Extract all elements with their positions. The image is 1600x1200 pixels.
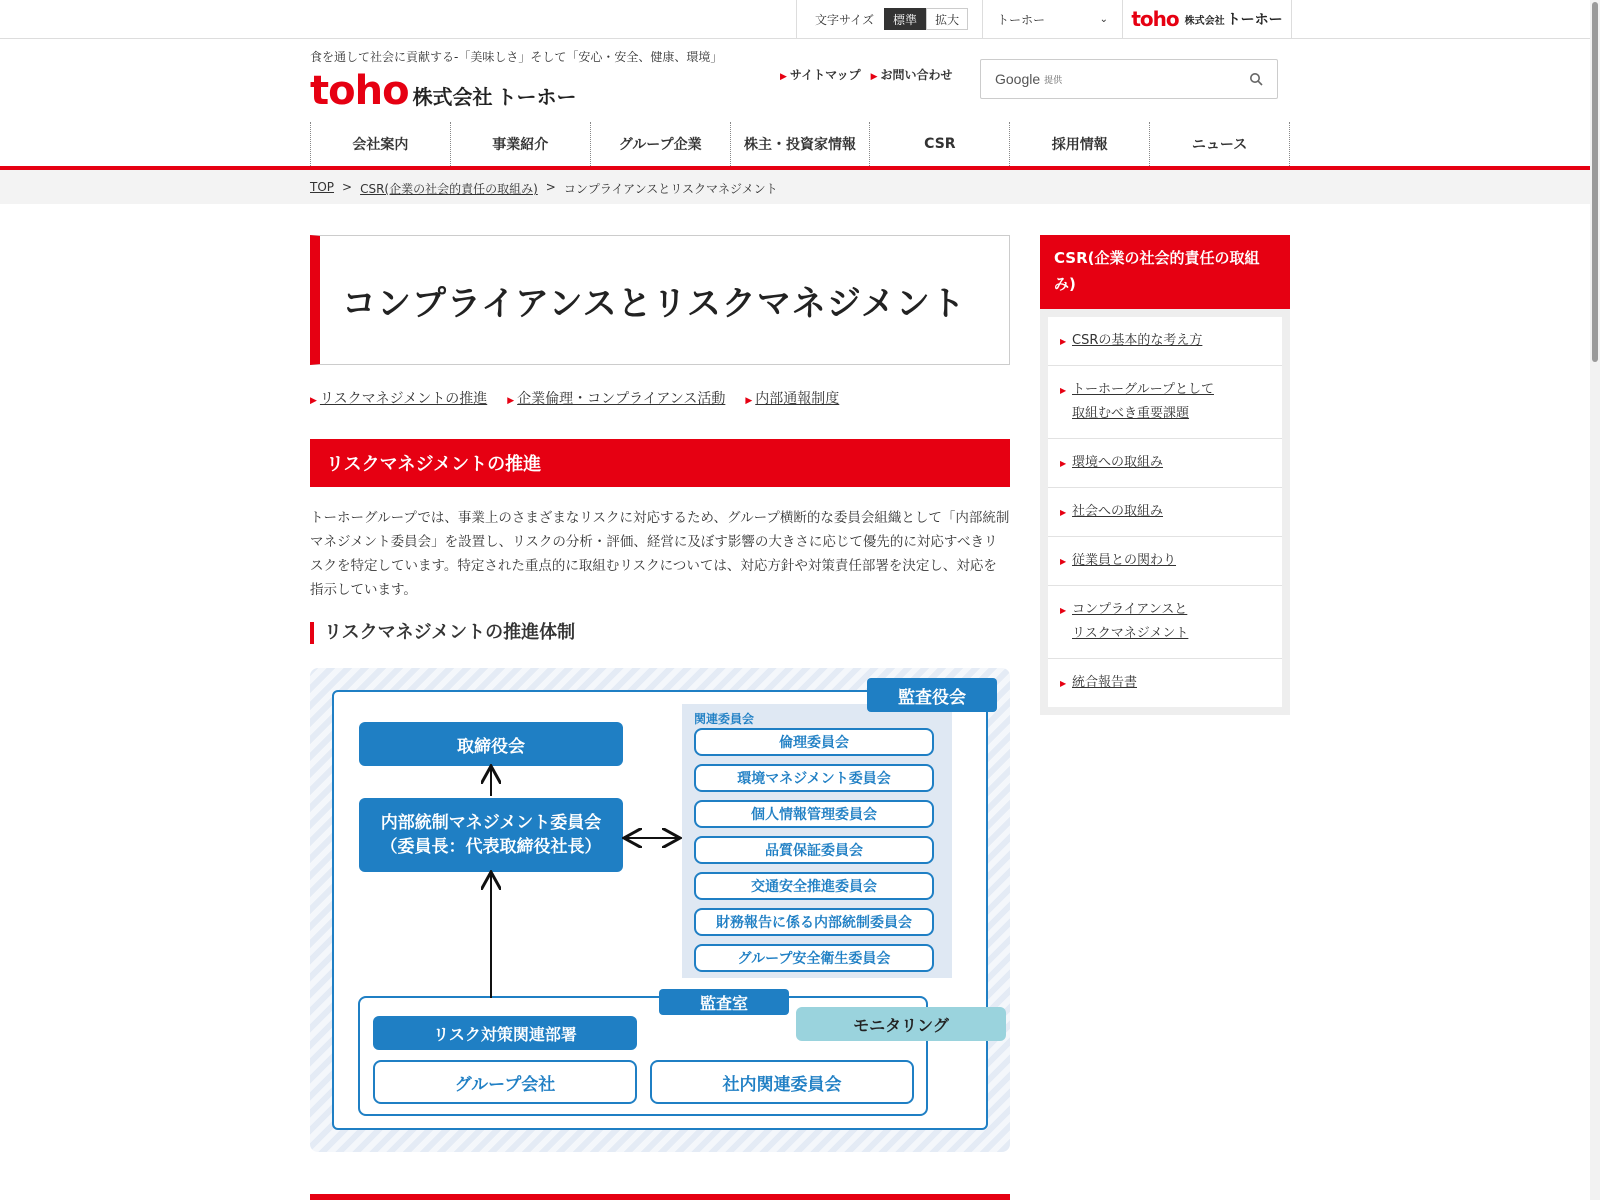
breadcrumb (0, 170, 1600, 204)
triangle-right-icon: ▶ (1060, 679, 1067, 688)
related-committee-item: 財務報告に係る内部統制委員会 (694, 908, 934, 936)
font-size-label: 文字サイズ (815, 12, 875, 27)
related-committee-item: 交通安全推進委員会 (694, 872, 934, 900)
logo-prefix: 株式会社 (1184, 15, 1225, 27)
section-body: トーホーグループでは、事業上のさまざまなリスクに対応するため、グループ横断的な委員会組織として「内部統制マネジメント委員会」を設置し、リスクの分析・評価、経営に及ぼす影響の大きさに応じて優先的に対応すべきリスクを特定しています。特定された重点的に取組むリスクについては、対応方針や対策責任部署を決定し、対応を指示しています。 (310, 510, 1010, 598)
nav-business[interactable]: 事業紹介 (450, 122, 590, 166)
global-nav (310, 122, 1290, 166)
nav-news[interactable]: ニュース (1149, 122, 1290, 166)
font-size-standard-button[interactable]: 標準 (884, 8, 926, 30)
triangle-right-icon: ▶ (1060, 606, 1067, 615)
site-search (980, 59, 1278, 99)
logo-prefix: 株式会社 (412, 85, 493, 109)
sidebar-title: CSR(企業の社会的責任の取組み) (1040, 235, 1290, 309)
related-committee-item: 品質保証委員会 (694, 836, 934, 864)
sitemap-link[interactable]: ▶ サイトマップ (780, 68, 861, 82)
monitoring-box: モニタリング (796, 1007, 1006, 1041)
chevron-down-icon: ⌄ (1099, 13, 1108, 25)
nav-recruit[interactable]: 採用情報 (1009, 122, 1149, 166)
nav-group[interactable]: グループ企業 (590, 122, 730, 166)
scrollbar-thumb[interactable] (1592, 2, 1598, 362)
search-input[interactable] (1062, 71, 1249, 87)
nav-ir[interactable]: 株主・投資家情報 (730, 122, 870, 166)
sidebar-item-current[interactable]: ▶ コンプライアンスと リスクマネジメント (1048, 586, 1282, 659)
logo-roman: toho (310, 68, 409, 114)
committee-line-1: 内部統制マネジメント委員会 (380, 813, 602, 833)
logo-name: トーホー (496, 85, 577, 109)
anchor-compliance[interactable]: 企業倫理・コンプライアンス活動 (517, 391, 726, 407)
group-companies-box: グループ会社 (373, 1060, 637, 1104)
triangle-right-icon: ▶ (1060, 508, 1067, 517)
anchor-links (310, 388, 839, 408)
related-committees-label: 関連委員会 (694, 712, 755, 726)
sidebar-item[interactable]: ▶ 従業員との関わり (1048, 537, 1282, 586)
audit-office-box: 監査室 (659, 989, 789, 1015)
internal-committees-box: 社内関連委員会 (650, 1060, 914, 1104)
contact-link[interactable]: ▶ お問い合わせ (870, 68, 953, 82)
triangle-right-icon: ▶ (1060, 337, 1067, 346)
board-of-directors-box: 取締役会 (359, 722, 623, 766)
nav-company[interactable]: 会社案内 (310, 122, 450, 166)
sidebar-list (1040, 309, 1290, 715)
sidebar (1040, 235, 1290, 715)
logo-roman: toho (1131, 7, 1179, 31)
group-site-select[interactable] (982, 0, 1122, 38)
related-committee-item: 環境マネジメント委員会 (694, 764, 934, 792)
diagram-arrows (310, 668, 1010, 1152)
group-site-select-value: トーホー (997, 12, 1046, 27)
search-icon[interactable] (1249, 72, 1263, 86)
search-brand: Google (995, 71, 1041, 87)
triangle-right-icon: ▶ (507, 396, 515, 406)
related-committee-item: 個人情報管理委員会 (694, 800, 934, 828)
triangle-right-icon: ▶ (745, 396, 753, 406)
breadcrumb-home[interactable]: TOP (310, 180, 335, 194)
subsection-heading: リスクマネジメントの推進体制 (310, 622, 575, 644)
page-title: コンプライアンスとリスクマネジメント (342, 283, 966, 324)
breadcrumb-separator: > (342, 180, 353, 194)
scrollbar[interactable] (1590, 0, 1600, 1200)
triangle-right-icon: ▶ (1060, 386, 1067, 395)
next-section-heading (310, 1194, 1010, 1200)
font-size-switcher (796, 0, 982, 38)
utility-logo[interactable] (1122, 0, 1292, 38)
risk-management-diagram (310, 668, 1010, 1152)
tagline: 食を通して社会に貢献する-「美味しさ」そして「安心・安全、健康、環境」 (310, 50, 723, 64)
page-title-box (310, 235, 1010, 365)
sidebar-item[interactable]: ▶ 環境への取組み (1048, 439, 1282, 488)
utility-bar (0, 0, 1600, 39)
triangle-right-icon: ▶ (780, 72, 787, 82)
sidebar-item[interactable]: ▶ トーホーグループとして 取組むべき重要課題 (1048, 366, 1282, 439)
breadcrumb-current: コンプライアンスとリスクマネジメント (563, 182, 778, 196)
logo-name: トーホー (1226, 12, 1283, 28)
sidebar-item[interactable]: ▶ CSRの基本的な考え方 (1048, 317, 1282, 366)
breadcrumb-parent[interactable]: CSR(企業の社会的責任の取組み) (360, 182, 538, 196)
sidebar-item[interactable]: ▶ 社会への取組み (1048, 488, 1282, 537)
triangle-right-icon: ▶ (870, 72, 878, 82)
section-heading: リスクマネジメントの推進 (310, 439, 1010, 487)
font-size-large-button[interactable]: 拡大 (926, 8, 968, 30)
triangle-right-icon: ▶ (310, 396, 317, 406)
site-logo[interactable] (310, 68, 577, 114)
anchor-whistleblowing[interactable]: 内部通報制度 (755, 391, 840, 407)
related-committee-item: グループ安全衛生委員会 (694, 944, 934, 972)
triangle-right-icon: ▶ (1060, 459, 1067, 468)
header-links (780, 66, 953, 83)
triangle-right-icon: ▶ (1060, 557, 1067, 566)
anchor-risk-management[interactable]: リスクマネジメントの推進 (319, 391, 488, 407)
audit-board-box: 監査役会 (867, 678, 997, 712)
breadcrumb-separator: > (545, 180, 556, 194)
nav-csr[interactable]: CSR (869, 122, 1009, 166)
risk-department-box: リスク対策関連部署 (373, 1016, 637, 1050)
search-brand-sub: 提供 (1044, 75, 1063, 86)
committee-line-2: （委員長：代表取締役社長） (380, 837, 602, 857)
related-committee-item: 倫理委員会 (694, 728, 934, 756)
sidebar-item[interactable]: ▶ 統合報告書 (1048, 659, 1282, 707)
